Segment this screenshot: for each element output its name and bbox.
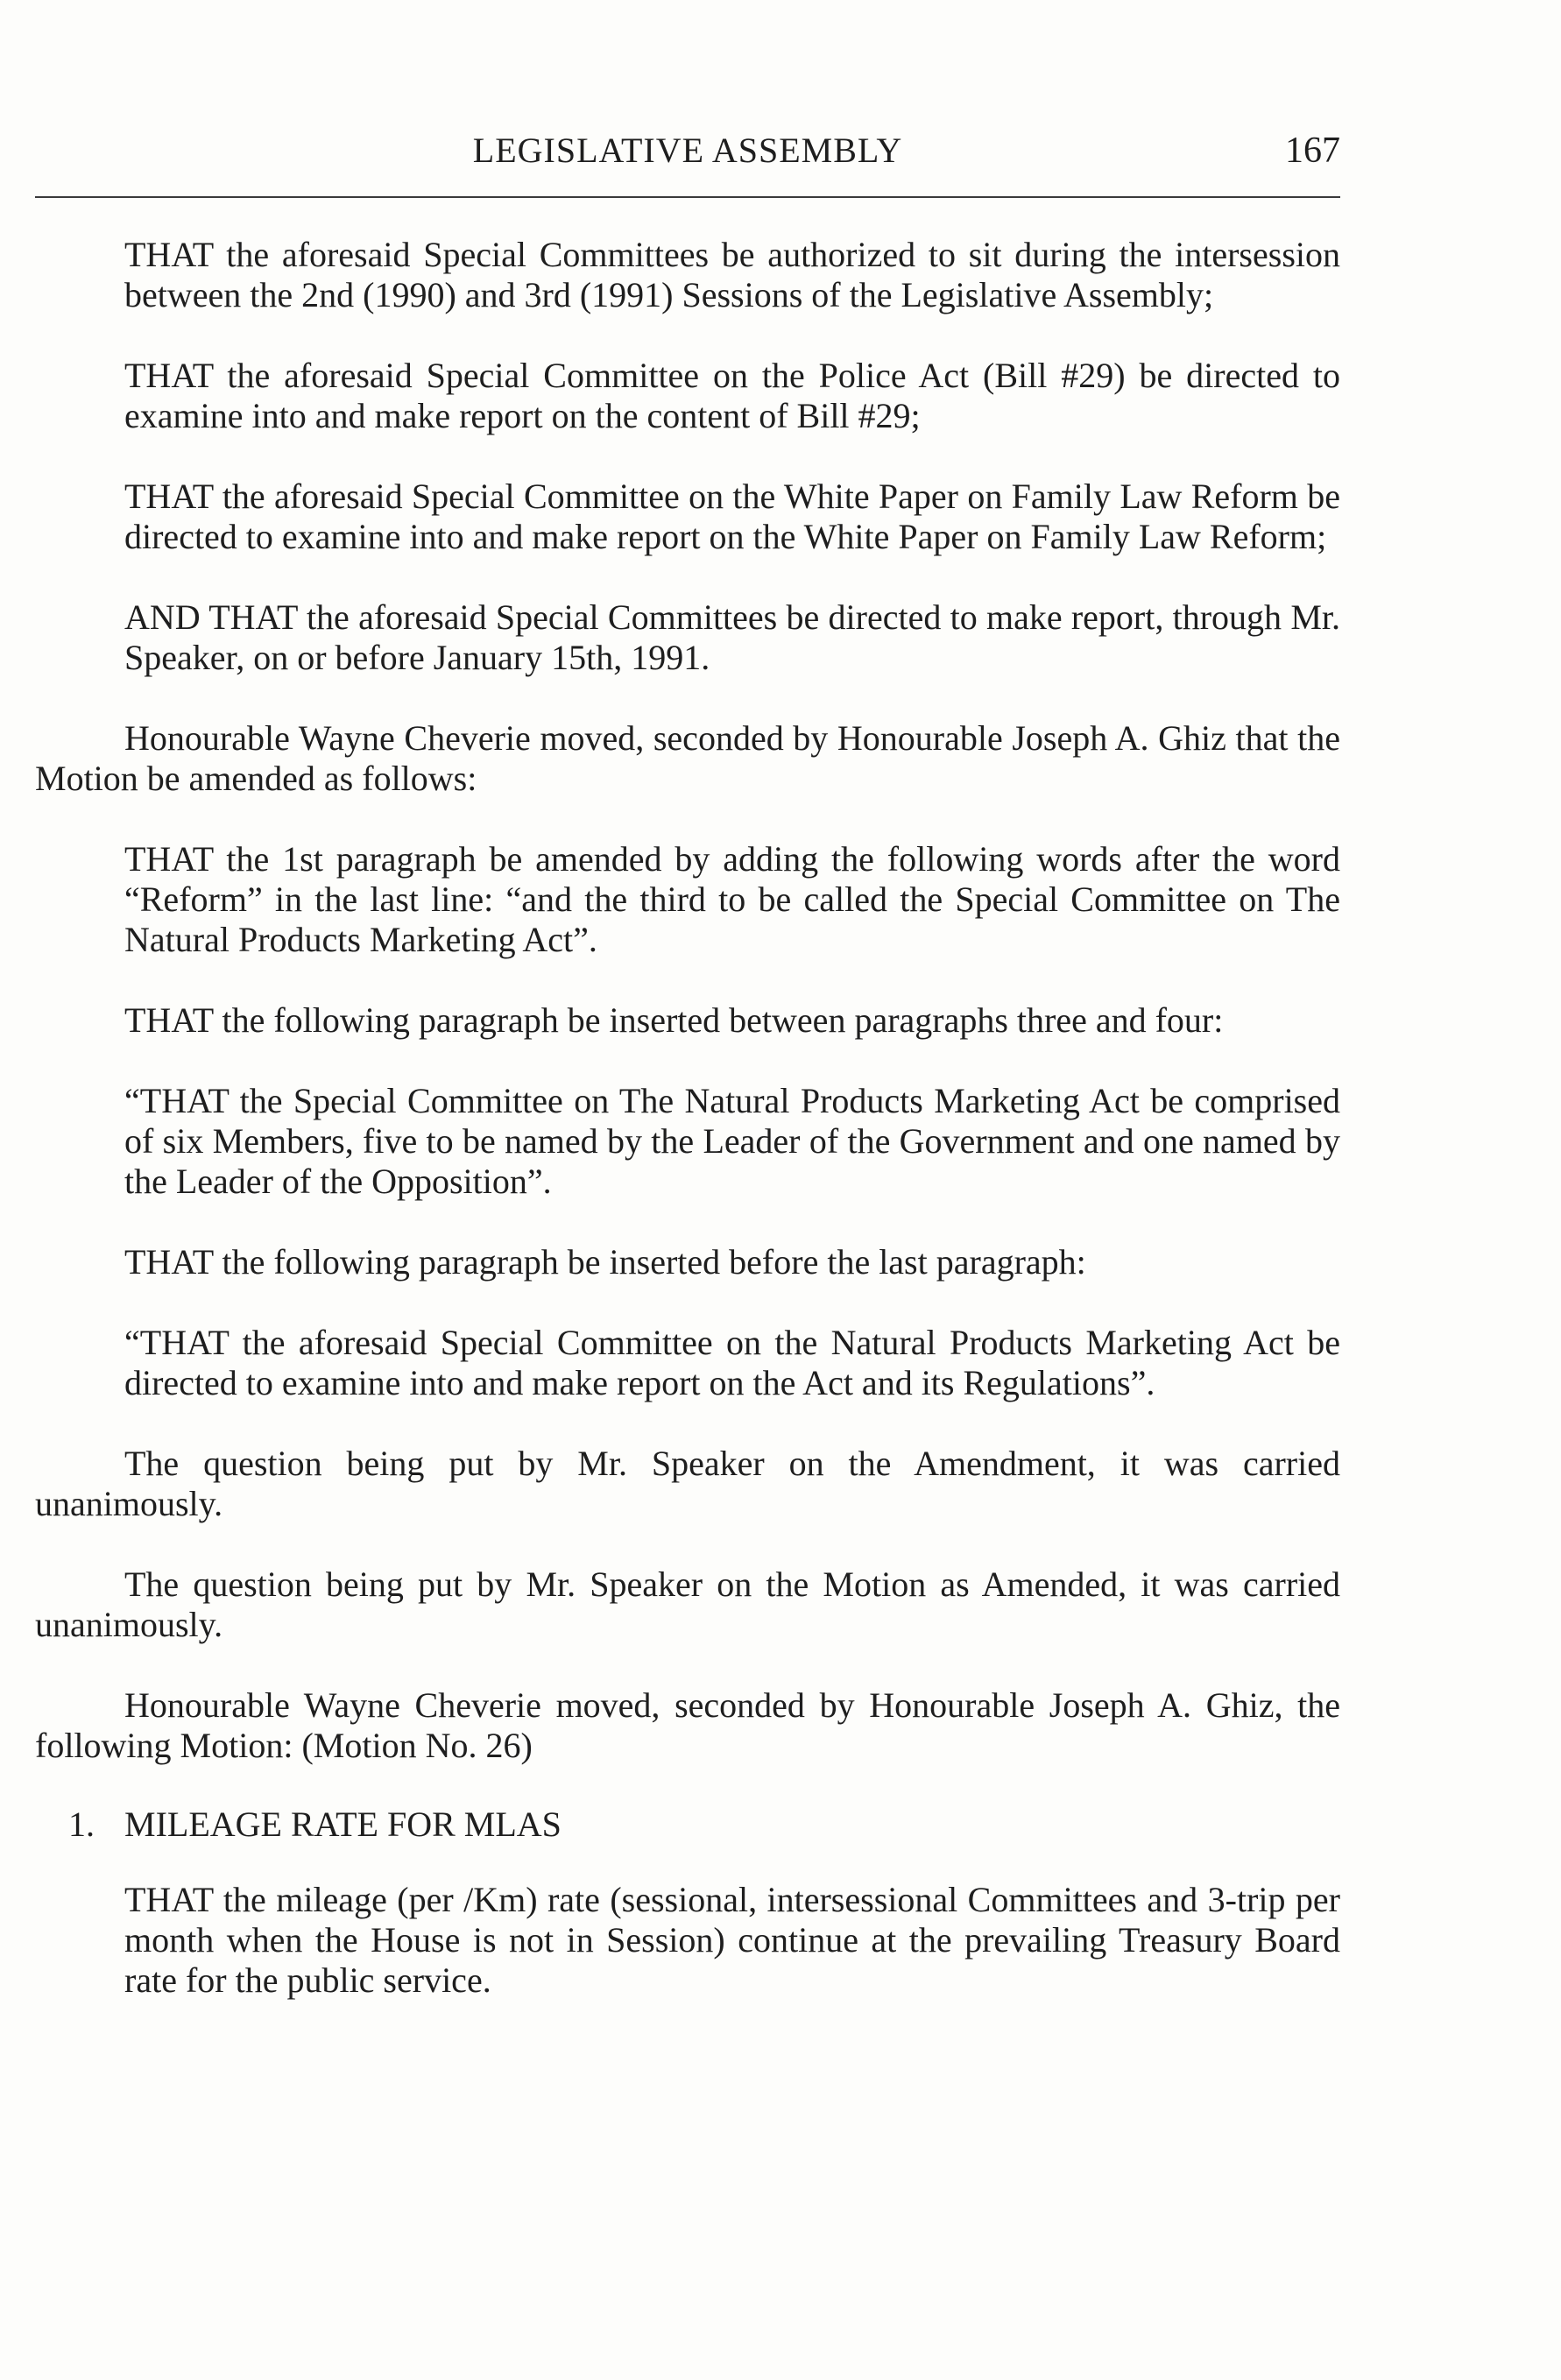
page-header bbox=[35, 123, 1340, 175]
paragraph-family-law: THAT the aforesaid Special Committee on the White Paper on Family Law Reform be directed to examine into and make report on the White Paper on Family Law Reform; bbox=[124, 477, 1340, 556]
paragraph-intersession: THAT the aforesaid Special Committees be authorized to sit during the intersession between the 2nd (1990) and 3rd (1991) Sessions of the Legislative Assembly; bbox=[124, 235, 1340, 314]
paragraph-amend-first: THAT the 1st paragraph be amended by adding the following words after the word “Reform” in the last line: “and the third to be called the Special Committee on The Natural Products Marketing Act”. bbox=[124, 839, 1340, 959]
paragraph-insert-between: THAT the following paragraph be inserted between paragraphs three and four: bbox=[124, 1000, 1224, 1040]
running-title: LEGISLATIVE ASSEMBLY bbox=[472, 131, 903, 170]
paragraph-motion-26: Honourable Wayne Cheverie moved, seconded by Honourable Joseph A. Ghiz, the following Motion: (Motion No. 26) bbox=[35, 1685, 1340, 1765]
page-number: 167 bbox=[1285, 131, 1340, 171]
header-rule bbox=[35, 196, 1340, 198]
paragraph-quoted-directive: “THAT the aforesaid Special Committee on the Natural Products Marketing Act be directed to examine into and make report on the Act and its Regulations”. bbox=[124, 1323, 1340, 1402]
paragraph-mileage-rate: THAT the mileage (per /Km) rate (sessional, intersessional Committees and 3-trip per month when the House is not in Session) continue at the prevailing Treasury Board rate for the public service. bbox=[124, 1880, 1340, 2000]
paragraph-insert-before: THAT the following paragraph be inserted before the last paragraph: bbox=[124, 1242, 1086, 1282]
section-title: MILEAGE RATE FOR MLAS bbox=[124, 1804, 562, 1844]
paragraph-report-date: AND THAT the aforesaid Special Committees be directed to make report, through Mr. Speaker, on or before January 15th, 1991. bbox=[124, 597, 1340, 677]
paragraph-quoted-composition: “THAT the Special Committee on The Natural Products Marketing Act be comprised of six Members, five to be named by the Leader of the Government and one named by the Leader of the Opposition”. bbox=[124, 1081, 1340, 1201]
paragraph-motion-carried: The question being put by Mr. Speaker on the Motion as Amended, it was carried unanimously. bbox=[35, 1564, 1340, 1644]
body-text bbox=[35, 235, 1340, 2041]
paragraph-amendment-moved: Honourable Wayne Cheverie moved, seconded by Honourable Joseph A. Ghiz that the Motion be amended as follows: bbox=[35, 718, 1340, 798]
section-number: 1. bbox=[68, 1804, 95, 1844]
paragraph-police-act: THAT the aforesaid Special Committee on the Police Act (Bill #29) be directed to examine into and make report on the content of Bill #29; bbox=[124, 356, 1340, 435]
paragraph-amendment-carried: The question being put by Mr. Speaker on the Amendment, it was carried unanimously. bbox=[35, 1444, 1340, 1523]
section-heading bbox=[68, 1804, 1340, 1845]
